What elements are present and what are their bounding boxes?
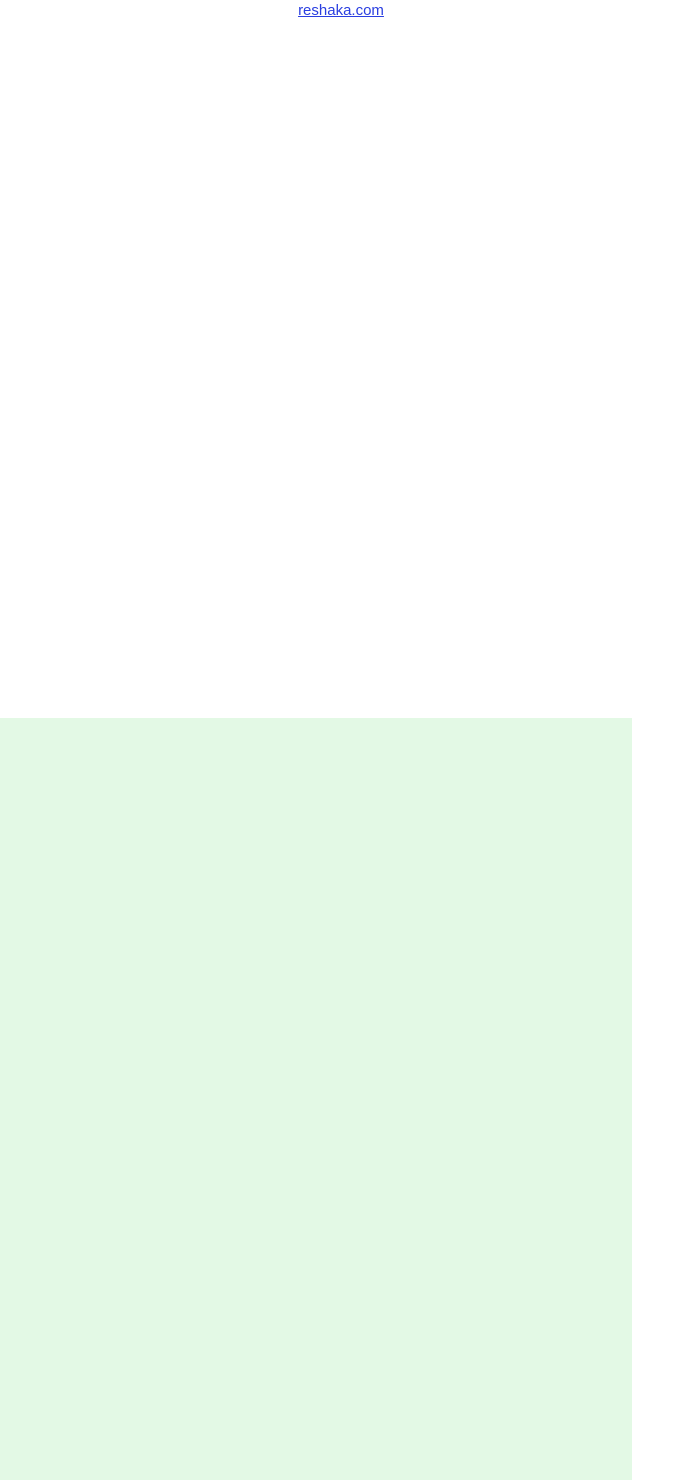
site-header-link[interactable]: reshaka.com [298,2,384,19]
corrected-answers-panel [0,718,632,1480]
